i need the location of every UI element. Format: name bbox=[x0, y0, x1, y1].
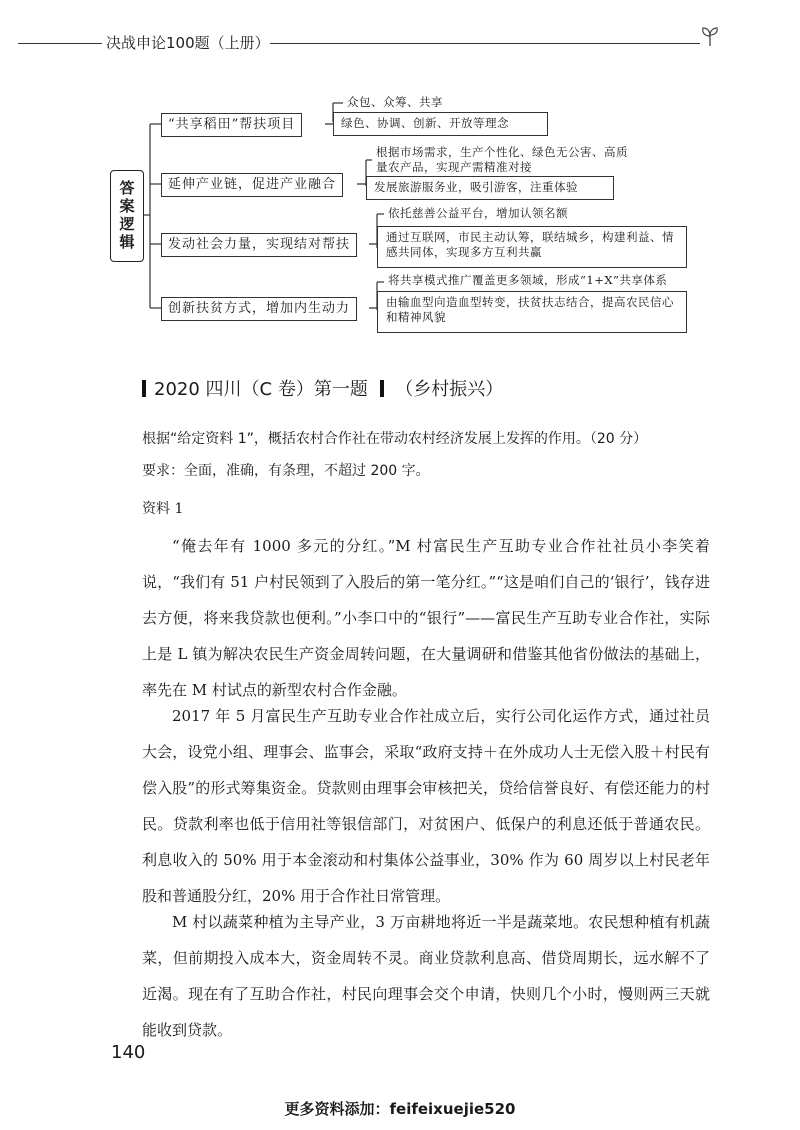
section-title bbox=[154, 375, 503, 401]
material-paragraph-2: 2017 年 5 月富民生产互助专业合作社成立后，实行公司化运作方式，通过社员大会，设党小组、理事会、监事会，采取“政府支持＋在外成功人士无偿入股＋村民有偿入股”的形式筹集资金。贷款则由理事会审核把关，贷给信誉良好、有偿还能力的村民。贷款利率也低于信用社等银信部门，对贫困户、低保户的利息还低于普通农民。利息收入的 50% 用于本金滚动和村集体公益事业，30% 作为 60 周岁以上村民老年股和普通股分红，20% 用于合作社日常管理。 bbox=[142, 707, 710, 905]
section-title-text: 2020 四川（C 卷）第一题 bbox=[154, 379, 368, 400]
question-text: 根据“给定资料 1”，概括农村合作社在带动农村经济发展上发挥的作用。（20 分） bbox=[142, 431, 648, 447]
mindmap-leaf-4b: 由输血型向造血型转变，扶贫扶志结合，提高农民信心和精神风貌 bbox=[386, 295, 674, 324]
mindmap-leaf-1a: 众包、众筹、共享 bbox=[347, 95, 443, 109]
mindmap-branch-4: 创新扶贫方式，增加内生动力 bbox=[161, 297, 357, 321]
mindmap-leaf-2b: 发展旅游服务业，吸引游客，注重体验 bbox=[374, 180, 578, 194]
mindmap-leaf-3a: 依托慈善公益平台，增加认领名额 bbox=[388, 206, 568, 220]
material-label: 资料 1 bbox=[142, 501, 184, 517]
mindmap-branch-3: 发动社会力量，实现结对帮扶 bbox=[161, 233, 357, 257]
mindmap-branch-2: 延伸产业链，促进产业融合 bbox=[161, 173, 343, 197]
page-number: 140 bbox=[111, 1042, 146, 1063]
section-marker-right bbox=[380, 380, 384, 397]
book-title: 决战申论100题（上册） bbox=[106, 34, 270, 52]
footer-note: 更多资料添加：feifeixuejie520 bbox=[284, 1100, 516, 1118]
mindmap-leaf-1b: 绿色、协调、创新、开放等理念 bbox=[341, 116, 509, 130]
mindmap-branch-1: “共享稻田”帮扶项目 bbox=[161, 113, 302, 137]
section-tag: （乡村振兴） bbox=[395, 379, 504, 400]
requirement-text: 要求：全面，准确，有条理，不超过 200 字。 bbox=[142, 463, 430, 479]
section-marker-left bbox=[142, 380, 146, 397]
mindmap-leaf-3b: 通过互联网，市民主动认筹，联结城乡，构建利益、情感共同体，实现多方互利共赢 bbox=[386, 230, 674, 259]
mindmap-root: 答案逻辑 bbox=[110, 170, 144, 262]
material-paragraph-1: “俺去年有 1000 多元的分红。”M 村富民生产互助专业合作社社员小李笑着说，“我们有 51 户村民领到了入股后的第一笔分红。”“这是咱们自己的‘银行’，钱存进去方便，将来我贷款也便利。”小李口中的“银行”——富民生产互助专业合作社，实际上是 L 镇为解决农民生产资金周转问题，在大量调研和借鉴其他省份做法的基础上，率先在 M 村试点的新型农村合作金融。 bbox=[142, 537, 710, 699]
mindmap-leaf-4a: 将共享模式推广覆盖更多领域，形成“1+X”共享体系 bbox=[388, 273, 668, 287]
material-paragraph-3: M 村以蔬菜种植为主导产业，3 万亩耕地将近一半是蔬菜地。农民想种植有机蔬菜，但前期投入成本大，资金周转不灵。商业贷款利息高、借贷周期长，远水解不了近渴。现在有了互助合作社，村民向理事会交个申请，快则几个小时，慢则两三天就能收到贷款。 bbox=[142, 913, 710, 1039]
mindmap-leaf-2a: 根据市场需求，生产个性化、绿色无公害、高质量农产品，实现产需精准对接 bbox=[376, 145, 628, 174]
